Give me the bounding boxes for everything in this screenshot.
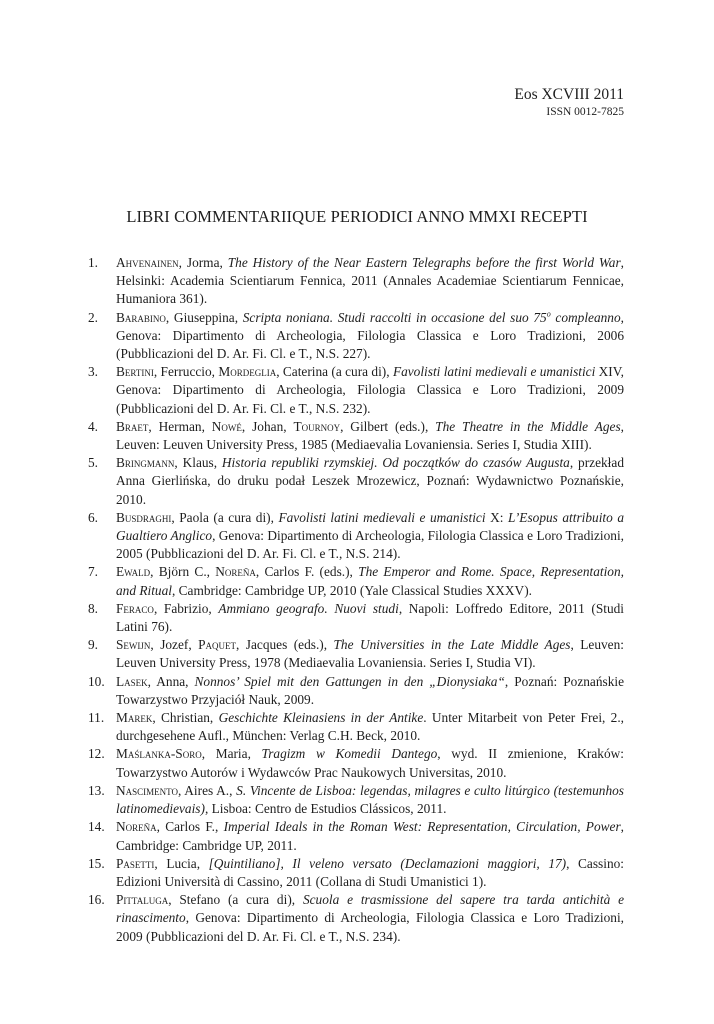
entry-citation	[116, 745, 624, 781]
citation-text: , Cambridge: Cambridge UP, 2010 (Yale Classical Studies XXXV).	[171, 582, 532, 598]
list-item	[88, 509, 624, 564]
citation-text: , wyd. II zmienione, Kraków: Towarzystwo Autorów i Wydawców Prac Naukowych Universitas, 2010.	[116, 746, 624, 780]
list-item	[88, 418, 624, 454]
author-name: Nascimento	[116, 782, 178, 798]
book-title: Favolisti latini medievali e umanistici	[278, 509, 486, 525]
author-name: Barabino	[116, 309, 166, 325]
list-item	[88, 636, 624, 672]
book-title: The History of the Near Eastern Telegraphs before the first World War	[227, 255, 621, 270]
citation-text: , Genova: Dipartimento di Archeologia, Filologia Classica e Loro Tradizioni, 2005 (Pubblicazioni del D. Ar. Fi. Cl. e T., N.S. 214).	[116, 528, 624, 562]
entry-citation	[116, 418, 624, 454]
list-item	[88, 891, 624, 946]
author-name: Nowé	[211, 418, 242, 434]
citation-text: , Leuven: Leuven University Press, 1985 (Mediaevalia Lovaniensia. Series I, Studia XIII).	[116, 418, 625, 453]
author-name: Sewijn	[116, 637, 151, 653]
book-title: Scripta noniana. Studi raccolti in occasione del suo 75	[242, 309, 547, 325]
entry-citation	[116, 636, 624, 672]
entry-number: 9.	[88, 637, 99, 653]
page-header	[514, 86, 624, 119]
citation-text: , Fabrizio,	[153, 600, 219, 616]
journal-volume: Eos XCVIII 2011	[514, 86, 624, 103]
citation-text: , Lucia,	[154, 855, 209, 871]
author-name: Pasetti	[116, 855, 155, 871]
entry-number: 2.	[88, 309, 99, 325]
author-name: Feraco	[116, 600, 154, 616]
entry-number: 8.	[88, 600, 99, 616]
book-title: Ammiano geografo. Nuovi studi	[218, 600, 399, 616]
citation-text: , Poznań: Poznańskie Towarzystwo Przyjaciół Nauk, 2009.	[116, 673, 624, 707]
list-item	[88, 782, 624, 818]
list-item	[88, 745, 624, 781]
author-name: Bringmann	[116, 455, 175, 471]
citation-text: , Aires A.,	[177, 782, 237, 798]
citation-text: X:	[485, 509, 508, 525]
book-title: compleanno	[550, 309, 621, 325]
list-item	[88, 673, 624, 709]
books-received-list	[88, 254, 624, 946]
section-title: LIBRI COMMENTARIIQUE PERIODICI ANNO MMXI RECEPTI	[126, 207, 588, 226]
citation-text: , Jacques (eds.),	[236, 637, 334, 653]
citation-text: , Paola (a cura di),	[171, 509, 279, 525]
citation-text: , Christian,	[152, 710, 219, 726]
book-title: Nonnos’ Spiel mit den Gattungen in den „Dionysiaka“	[194, 673, 505, 689]
citation-text: , Carlos F.,	[156, 819, 224, 835]
entry-citation	[116, 309, 624, 364]
entry-number: 5.	[88, 455, 99, 471]
citation-text: , Herman,	[148, 418, 212, 434]
entry-citation	[116, 363, 624, 418]
issn-number: ISSN 0012-7825	[546, 106, 624, 118]
entry-citation	[116, 782, 624, 818]
entry-number: 6.	[88, 509, 99, 525]
citation-text: , Gilbert (eds.),	[340, 418, 436, 434]
citation-text: , Jozef,	[150, 637, 199, 653]
entry-number: 14.	[88, 819, 105, 835]
citation-text: , Leuven: Leuven University Press, 1978 (Mediaevalia Lovaniensia. Series I, Studia VI).	[116, 637, 624, 671]
entry-number: 11.	[88, 710, 105, 726]
list-item	[88, 709, 624, 745]
citation-text: , Cassino: Edizioni Università di Cassino, 2011 (Collana di Studi Umanistici 1).	[116, 855, 624, 889]
entry-citation	[116, 855, 624, 891]
citation-text: , Jorma,	[178, 255, 228, 270]
author-name: Braet	[116, 418, 149, 434]
citation-text: , przekład Anna Gierlińska, do druku podał Leszek Mrozewicz, Poznań: Wydawnictwo Poznańskie, 2010.	[116, 455, 624, 507]
author-name: Noreña	[215, 564, 256, 580]
citation-text: , Björn C.,	[150, 564, 216, 580]
book-title: S. Vincente de Lisboa: legendas, milagres e culto litúrgico (testemunhos latinomedievais)	[116, 782, 624, 817]
book-title: The Theatre in the Middle Ages	[435, 418, 621, 434]
list-item	[88, 454, 624, 509]
author-name: Lasek	[116, 673, 148, 689]
list-item	[88, 309, 624, 364]
book-title: Scuola e trasmissione del sapere tra tarda antichità e rinascimento	[116, 892, 625, 926]
entry-citation	[116, 709, 624, 745]
entry-number: 12.	[88, 746, 105, 762]
citation-text: , Helsinki: Academia Scientiarum Fennica, 2011 (Annales Academiae Scientiarum Fennicae, Humaniora 361).	[116, 255, 624, 307]
author-name: Paquet	[198, 637, 237, 653]
book-title: The Universities in the Late Middle Ages	[333, 637, 571, 653]
author-name: Ewald	[116, 564, 151, 580]
citation-text: XIV, Genova: Dipartimento di Archeologia, Filologia Classica e Loro Tradizioni, 2009 (Pubblicazioni del D. Ar. Fi. Cl. e T., N.S. 232).	[116, 364, 624, 416]
entry-citation	[116, 600, 624, 636]
citation-text: , Napoli: Loffredo Editore, 2011 (Studi Latini 76).	[116, 600, 625, 635]
author-name: Ahvenainen	[116, 255, 179, 270]
entry-citation	[116, 454, 624, 509]
entry-number: 16.	[88, 892, 105, 908]
citation-text: , Anna,	[147, 673, 195, 689]
entry-citation	[116, 818, 624, 854]
entry-citation	[116, 673, 624, 709]
book-title: Favolisti latini medievali e umanistici	[392, 364, 596, 380]
citation-text: , Ferruccio,	[153, 364, 219, 380]
author-name: Bertini	[116, 364, 154, 380]
entry-citation	[116, 563, 624, 599]
book-title: [Quintiliano], Il veleno versato (Declamazioni maggiori, 17)	[208, 855, 567, 871]
citation-text: , Carlos F. (eds.),	[255, 564, 359, 580]
entry-number: 4.	[88, 418, 99, 434]
entry-number: 15.	[88, 855, 105, 871]
citation-text: . Unter Mitarbeit von Peter Frei, 2., durchgesehene Aufl., München: Verlag C.H. Beck, 2010.	[116, 710, 624, 744]
author-name: Marek	[116, 710, 153, 726]
citation-text: , Lisboa: Centro de Estudios Clássicos, 2011.	[204, 801, 447, 817]
entry-number: 7.	[88, 564, 99, 580]
list-item	[88, 855, 624, 891]
author-name: Tournoy	[293, 418, 341, 434]
citation-text: , Klaus,	[174, 455, 222, 471]
book-title: Geschichte Kleinasiens in der Antike	[218, 710, 424, 726]
book-title: Tragizm w Komedii Dantego	[261, 746, 438, 762]
entry-citation	[116, 509, 624, 564]
citation-text: , Giuseppina,	[165, 309, 243, 325]
author-name: Noreña	[116, 819, 157, 835]
entry-number: 1.	[88, 255, 99, 270]
author-name: Busdraghi	[116, 509, 172, 525]
book-title: The Emperor and Rome. Space, Representation, and Ritual	[116, 564, 624, 598]
citation-text: , Genova: Dipartimento di Archeologia, Filologia Classica e Loro Tradizioni, 2009 (Pubblicazioni del D. Ar. Fi. Cl. e T., N.S. 234).	[116, 910, 624, 944]
citation-text: , Stefano (a cura di),	[168, 892, 303, 908]
author-name: Maślanka-Soro	[116, 746, 202, 762]
list-item	[88, 254, 624, 309]
list-item	[88, 563, 624, 599]
citation-text: , Cambridge: Cambridge UP, 2011.	[116, 819, 624, 853]
list-item	[88, 363, 624, 418]
entry-citation	[116, 254, 624, 309]
list-item	[88, 818, 624, 854]
list-item	[88, 600, 624, 636]
citation-text: , Caterina (a cura di),	[276, 364, 393, 380]
book-title: L’Esopus attribuito a Gualtiero Anglico	[116, 509, 624, 544]
entry-citation	[116, 891, 624, 946]
entry-number: 10.	[88, 673, 105, 689]
entry-number: 3.	[88, 364, 99, 380]
entry-number: 13.	[88, 782, 105, 798]
book-title: Historia republiki rzymskiej. Od początków do czasów Augusta	[221, 455, 570, 471]
author-name: Pittaluga	[116, 892, 169, 908]
citation-text: , Maria,	[201, 746, 262, 762]
citation-text: , Genova: Dipartimento di Archeologia, Filologia Classica e Loro Tradizioni, 2006 (Pubblicazioni del D. Ar. Fi. Cl. e T., N.S. 227).	[116, 309, 624, 362]
author-name: Mordeglia	[218, 364, 277, 380]
book-title: Imperial Ideals in the Roman West: Representation, Circulation, Power	[223, 819, 621, 835]
citation-text: , Johan,	[241, 418, 294, 434]
ordinal-superscript: o	[546, 309, 551, 319]
